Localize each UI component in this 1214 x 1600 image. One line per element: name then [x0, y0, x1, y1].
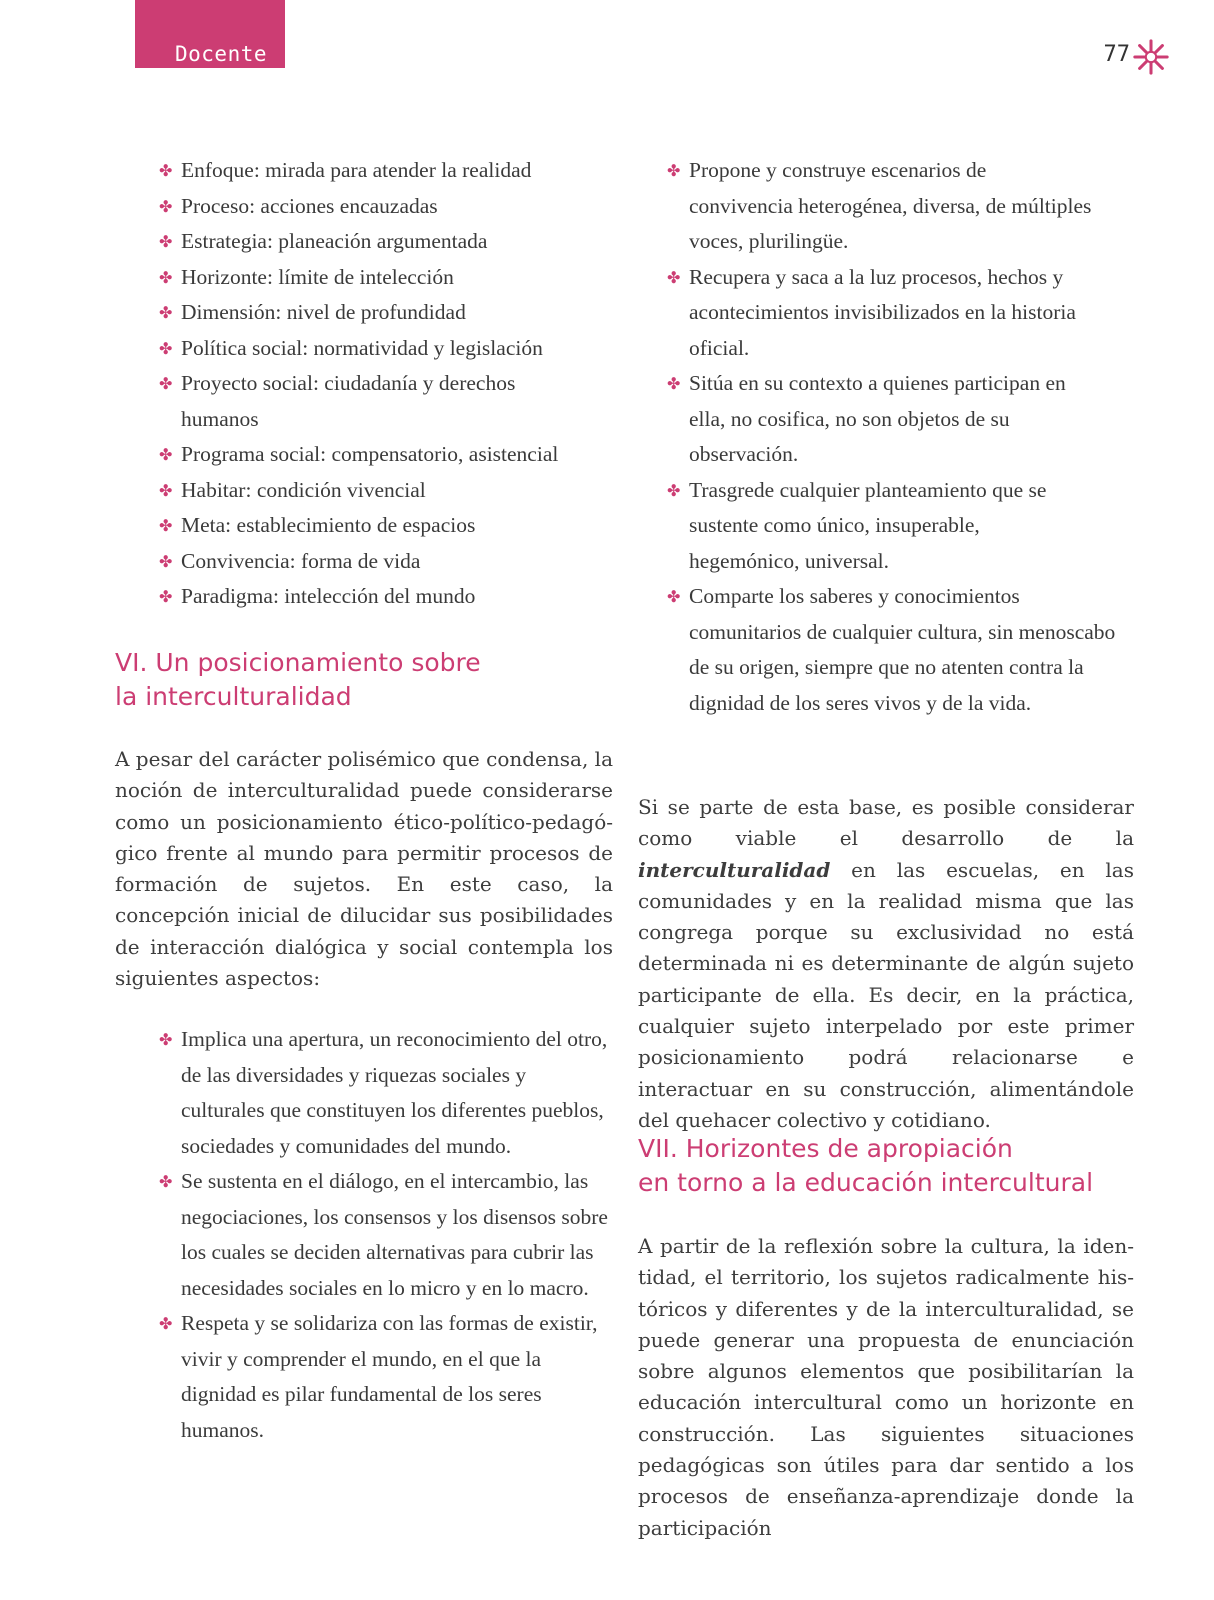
list-item: ✤ Horizonte: límite de intelección	[115, 260, 613, 296]
list-item: ✤ Recupera y saca a la luz procesos, hechos y acontecimientos invisibilizados en la historia oficial.	[623, 260, 1134, 367]
section-heading-vii: VII. Horizontes de apropiación en torno a la educación intercultural	[638, 1134, 1094, 1197]
list-item: ✤ Implica una apertura, un reconocimiento del otro, de las diversidades y riquezas sociales y culturales que constituyen los diferentes pueblos, sociedades y comunidades del mundo.	[115, 1022, 613, 1164]
list-item: ✤ Proyecto social: ciudadanía y derechos humanos	[115, 366, 613, 437]
bullet-icon: ✤	[159, 161, 173, 180]
list-item: ✤ Convivencia: forma de vida	[115, 544, 613, 580]
emphasized-term: interculturalidad	[638, 857, 831, 882]
section-tab-label: Docente	[175, 42, 268, 66]
bullet-icon: ✤	[159, 303, 173, 322]
list-item: ✤ Enfoque: mirada para atender la realidad	[115, 153, 613, 189]
list-item: ✤ Respeta y se solidariza con las formas de existir, vivir y comprender el mundo, en el que la dignidad es pilar fundamental de los seres humanos.	[115, 1306, 613, 1448]
concept-list	[115, 153, 613, 615]
list-item: ✤ Habitar: condición vivencial	[115, 473, 613, 509]
aspects-list	[115, 1022, 613, 1448]
bullet-icon: ✤	[667, 587, 681, 606]
section-heading-vi: VI. Un posicionamiento sobre la interculturalidad	[115, 648, 481, 711]
bullet-icon: ✤	[159, 232, 173, 251]
bullet-icon: ✤	[159, 480, 173, 500]
bullet-icon: ✤	[159, 551, 173, 571]
list-item: ✤ Proceso: acciones encauzadas	[115, 189, 613, 225]
bullet-icon: ✤	[159, 445, 173, 464]
bullet-icon: ✤	[667, 267, 681, 287]
bullet-icon: ✤	[667, 161, 681, 180]
body-paragraph: A pesar del carácter polisémico que condensa, la noción de interculturalidad puede considerarse como un posicionamiento ético-político-pedagógico frente al mundo para permitir procesos de formación de sujetos. En este caso, la concepción inicial de dilucidar sus posibilidades de interacción dialógica y social contempla los siguientes aspectos:	[115, 747, 613, 991]
bullet-icon: ✤	[159, 1172, 173, 1191]
bullet-icon: ✤	[667, 480, 681, 500]
list-item: ✤ Política social: normatividad y legislación	[115, 331, 613, 367]
page-number: 77	[1103, 42, 1130, 67]
list-item: ✤ Paradigma: intelección del mundo	[115, 579, 613, 615]
list-item: ✤ Propone y construye escenarios de convivencia heterogénea, diversa, de múltiples voces, plurilingüe.	[623, 153, 1134, 260]
list-item: ✤ Trasgrede cualquier planteamiento que se sustente como único, insuperable, hegemónico, universal.	[623, 473, 1134, 580]
bullet-icon: ✤	[159, 267, 173, 287]
list-item: ✤ Sitúa en su contexto a quienes participan en ella, no cosifica, no son objetos de su observación.	[623, 366, 1134, 473]
body-paragraph: Si se parte de esta base, es posible considerar como viable el desarrollo de la interculturalidad en las escuelas, en las comunidades y en la realidad misma que las congrega porque su exclusividad no está determinada ni es determinante de algún sujeto participante de ella. Es decir, en la práctica, cualquier sujeto interpelado por este primer posicionamiento podrá relacionarse e interactuar en su construcción, alimentándole del quehacer colectivo y cotidiano.	[638, 795, 1134, 1132]
section-tab	[135, 0, 285, 68]
list-item: ✤ Meta: establecimiento de espacios	[115, 508, 613, 544]
list-item: ✤ Se sustenta en el diálogo, en el intercambio, las negociaciones, los consensos y los disensos sobre los cuales se deciden alternativas para cubrir las necesidades sociales en lo micro y en lo macro.	[115, 1164, 613, 1306]
list-item: ✤ Comparte los saberes y conocimientos comunitarios de cualquier cultura, sin menoscabo de su origen, siempre que no atenten contra la dignidad de los seres vivos y de la vida.	[623, 579, 1134, 721]
bullet-icon: ✤	[159, 587, 173, 606]
bullet-icon: ✤	[667, 374, 681, 393]
body-paragraph: A partir de la reflexión sobre la cultura, la identidad, el territorio, los sujetos radicalmente históricos y diferentes y de la interculturalidad, se puede generar una propuesta de enunciación sobre algunos elementos que posibilitarían la educación intercultural como un horizonte en construcción. Las siguientes situaciones pedagógicas son útiles para dar sentido a los procesos de enseñanza-aprendizaje donde la participación	[638, 1234, 1134, 1540]
list-item: ✤ Dimensión: nivel de profundidad	[115, 295, 613, 331]
bullet-icon: ✤	[159, 196, 173, 216]
bullet-icon: ✤	[159, 374, 173, 393]
aspects-list-continued	[623, 153, 1134, 721]
bullet-icon: ✤	[159, 1030, 173, 1049]
list-item: ✤ Programa social: compensatorio, asistencial	[115, 437, 613, 473]
bullet-icon: ✤	[159, 516, 173, 535]
list-item: ✤ Estrategia: planeación argumentada	[115, 224, 613, 260]
bullet-icon: ✤	[159, 338, 173, 358]
asterisk-flower-icon	[1132, 38, 1170, 76]
bullet-icon: ✤	[159, 1314, 173, 1333]
